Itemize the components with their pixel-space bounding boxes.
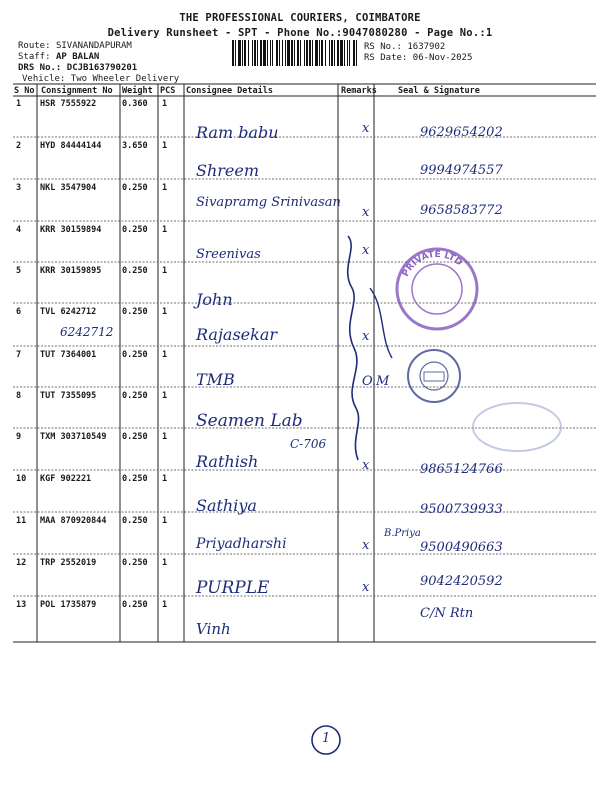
drs-value: DCJB163790201 [66, 63, 138, 73]
row11-signer: B.Priya [384, 528, 421, 539]
row-sno: 7 [16, 350, 22, 360]
drs-label: DRS No.: [18, 63, 62, 73]
row-remark: x [362, 329, 370, 344]
runsheet-heading: Delivery Runsheet - SPT - Phone No.:9047080280 - Page No.:1 [107, 27, 493, 39]
row-sno: 5 [16, 266, 22, 276]
company-title: THE PROFESSIONAL COURIERS, COIMBATORE [179, 12, 421, 24]
row-phone: 9994974557 [420, 163, 503, 178]
row-phone: 9042420592 [420, 574, 503, 589]
row-remark: O.M [362, 374, 390, 389]
row-sno: 12 [16, 558, 27, 568]
vehicle-label: Vehicle: [22, 74, 66, 84]
row-phone: 9500739933 [420, 502, 503, 517]
row-pcs: 1 [162, 558, 168, 568]
row-weight: 0.250 [122, 307, 148, 317]
bank-stamp [404, 346, 464, 406]
row-sno: 4 [16, 225, 22, 235]
rs-no-label: RS No.: [364, 42, 402, 52]
row-phone: 9500490663 [420, 540, 503, 555]
row-consignee: Rathish [196, 452, 259, 471]
row-sno: 3 [16, 183, 22, 193]
row-sno: 10 [16, 474, 27, 484]
col-consignee: Consignee Details [186, 86, 273, 96]
row-pcs: 1 [162, 183, 168, 193]
row-weight: 0.250 [122, 266, 148, 276]
row-weight: 0.250 [122, 183, 148, 193]
row-pcs: 1 [162, 516, 168, 526]
row-weight: 0.250 [122, 225, 148, 235]
row-pcs: 1 [162, 350, 168, 360]
row-consignee: Ram babu [196, 123, 279, 142]
row-pcs: 1 [162, 141, 168, 151]
col-weight: Weight [122, 86, 153, 96]
row-consignee: Sivapramg Srinivasan [196, 195, 341, 210]
row-consignee: Seamen Lab [196, 411, 303, 431]
row-remark: x [362, 243, 370, 258]
rs-date-label: RS Date: [364, 53, 408, 63]
row-sno: 13 [16, 600, 27, 610]
row-consignment: TRP 2552019 [40, 558, 97, 568]
bottom-mark-text: 1 [322, 731, 331, 746]
row-remark: x [362, 458, 370, 473]
row-consignee: PURPLE [196, 578, 270, 598]
row-consignment: POL 1735879 [40, 600, 97, 610]
row-consignee: Sreenivas [196, 247, 261, 262]
row-pcs: 1 [162, 432, 168, 442]
seal-text: PRIVATE LTD [400, 249, 464, 279]
company-seal-stamp [392, 244, 482, 334]
row-weight: 0.250 [122, 600, 148, 610]
rs-date-value: 06-Nov-2025 [412, 53, 473, 63]
row-sno: 11 [16, 516, 27, 526]
row-consignment: KRR 30159895 [40, 266, 102, 276]
row-pcs: 1 [162, 266, 168, 276]
row-sno: 1 [16, 99, 22, 109]
row-phone: 9658583772 [420, 203, 503, 218]
row-phone: 9629654202 [420, 125, 503, 140]
row-pcs: 1 [162, 307, 168, 317]
col-seal: Seal & Signature [398, 86, 480, 96]
row-weight: 0.250 [122, 432, 148, 442]
row-sno: 6 [16, 307, 22, 317]
row-pcs: 1 [162, 600, 168, 610]
row-consignment: TUT 7355095 [40, 391, 97, 401]
vehicle-value: Two Wheeler Delivery [70, 74, 180, 84]
col-pcs: PCS [160, 86, 176, 96]
row-weight: 0.250 [122, 391, 148, 401]
row6-handwritten-cn: 6242712 [60, 325, 114, 339]
row-weight: 0.250 [122, 474, 148, 484]
row-consignment: NKL 3547904 [40, 183, 97, 193]
row-sno: 8 [16, 391, 22, 401]
row-pcs: 1 [162, 391, 168, 401]
row-phone: 9865124766 [420, 462, 503, 477]
row-pcs: 1 [162, 225, 168, 235]
row-pcs: 1 [162, 99, 168, 109]
row-consignee: Sathiya [196, 496, 257, 515]
row-weight: 0.250 [122, 350, 148, 360]
row-consignment: KRR 30159894 [40, 225, 102, 235]
row9-note: C-706 [290, 437, 327, 451]
row-consignee: Priyadharshi [196, 536, 287, 552]
row-consignee: TMB [196, 370, 235, 389]
row-consignee: Vinh [196, 620, 231, 638]
route-label: Route: [18, 41, 51, 51]
faint-stamp [470, 400, 565, 455]
row-phone: C/N Rtn [420, 606, 474, 621]
row-remark: x [362, 538, 370, 553]
row-consignment: HYD 84444144 [40, 141, 102, 151]
row-remark: x [362, 121, 370, 136]
row-consignment: MAA 870920844 [40, 516, 107, 526]
staff-label: Staff: [18, 52, 51, 62]
row-consignment: TXM 303710549 [40, 432, 107, 442]
row-consignee: John [196, 290, 233, 309]
staff-value: AP BALAN [55, 52, 100, 62]
row-remark: x [362, 580, 370, 595]
row-weight: 0.250 [122, 516, 148, 526]
row-consignee: Shreem [196, 161, 260, 180]
row-pcs: 1 [162, 474, 168, 484]
route-value: SIVANANDAPURAM [55, 41, 132, 51]
row-weight: 0.360 [122, 99, 148, 109]
row-weight: 3.650 [122, 141, 148, 151]
remarks-bracket [330, 228, 400, 468]
col-consignment: Consignment No [41, 86, 113, 96]
row-consignment: TUT 7364001 [40, 350, 97, 360]
rs-no-value: 1637902 [407, 42, 446, 52]
col-remarks: Remarks [341, 86, 377, 96]
row-remark: x [362, 205, 370, 220]
row-sno: 9 [16, 432, 22, 442]
row-consignment: TVL 6242712 [40, 307, 97, 317]
row-sno: 2 [16, 141, 22, 151]
row-weight: 0.250 [122, 558, 148, 568]
row-consignment: HSR 7555922 [40, 99, 97, 109]
row-consignee: Rajasekar [196, 325, 278, 344]
row-consignment: KGF 902221 [40, 474, 92, 484]
col-sno: S No [14, 86, 35, 96]
